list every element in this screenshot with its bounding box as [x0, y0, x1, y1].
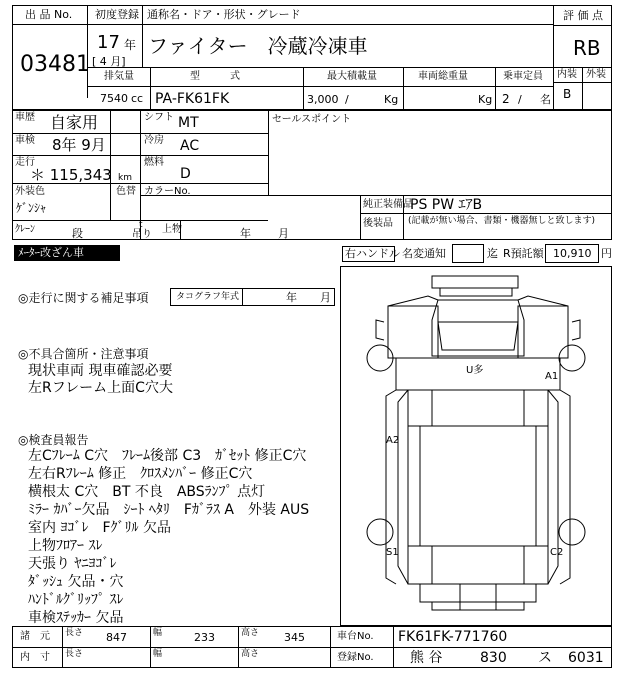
fuel-label: 燃料: [144, 157, 164, 168]
rating-label: 評 価 点: [563, 9, 603, 22]
max-load-value: 3,000: [307, 93, 339, 106]
mileage-value: ＊ 115,343: [30, 166, 112, 184]
driving-notes-title: ◎走行に関する補足事項: [18, 291, 149, 305]
upper-month: 月: [278, 227, 289, 240]
height-value: 345: [284, 631, 305, 644]
type-value: PA-FK61FK: [155, 91, 230, 107]
fuel-value: D: [180, 166, 191, 182]
displacement-unit: cc: [131, 92, 144, 105]
mileage-label: 走行: [15, 157, 35, 168]
upper-year: 年: [240, 227, 251, 240]
color-no-label: 色替: [116, 186, 136, 197]
mileage-unit: km: [118, 173, 132, 183]
length-value: 847: [106, 631, 127, 644]
inspector-line: 上物ﾌﾛｱｰ ｽﾚ: [28, 538, 103, 554]
steering-value: 右ハンドル: [345, 247, 400, 260]
reg-month: [ 4 月]: [92, 55, 126, 68]
color-code-label: カラーNo.: [144, 186, 191, 197]
name-change-box: [452, 244, 484, 263]
cooling-value: AC: [180, 138, 200, 154]
history-value: 自家用: [50, 113, 99, 132]
inspector-line: 左Cﾌﾚｰﾑ C穴 ﾌﾚｰﾑ後部 C3 ｶﾞｾｯﾄ 修正C穴: [28, 448, 307, 464]
tacho-label: タコグラフ年式: [176, 292, 240, 302]
displacement-label: 排気量: [104, 71, 134, 82]
defect-line: 左Rフレーム上面C穴大: [28, 380, 173, 396]
type-label: 型 式: [190, 71, 240, 82]
gross-weight-label: 車両総重量: [418, 71, 468, 82]
crane-stage: 段: [72, 227, 83, 240]
crane-hang: 吊り: [132, 229, 152, 240]
cooling-label: 冷房: [144, 135, 164, 146]
capacity-slash: /: [518, 93, 522, 106]
inspection-value: 8年 9月: [52, 136, 106, 154]
chassis-value: FK61FK-771760: [398, 629, 508, 645]
aftermarket-note: (記載が無い場合、書類・機器無しと致します): [408, 216, 596, 226]
inspector-line: ﾊﾝﾄﾞﾙｸﾞﾘｯﾌﾟ ｽﾚ: [28, 592, 124, 608]
defect-line: 現状車両 現車確認必要: [28, 363, 173, 379]
exterior-label: 外装: [586, 69, 606, 80]
model-name: ファイター 冷蔵冷凍車: [148, 34, 368, 58]
inspector-line: 室内 ﾖｺﾞﾚ Fｸﾞﾘﾙ 欠品: [28, 520, 171, 536]
inspector-line: 天張り ﾔﾆﾖｺﾞﾚ: [28, 556, 117, 572]
max-load-slash: /: [345, 93, 349, 106]
mark-c2: C2: [550, 547, 564, 558]
inspector-line: ﾐﾗｰ ｶﾊﾞｰ欠品 ｼｰﾄ ﾍﾀﾘ Fｶﾞﾗｽ A 外装 AUS: [28, 502, 310, 518]
equipment-label: 純正装備品: [363, 199, 413, 210]
lot-no: 03481: [20, 52, 90, 77]
reg-year-unit: 年: [124, 38, 137, 52]
width-label: 幅: [153, 628, 163, 638]
odometer-banner: ﾒｰﾀｰ改ざん車: [14, 245, 120, 261]
interior-dims-label: 内 寸: [20, 652, 50, 663]
shift-value: MT: [178, 115, 199, 131]
inspection-label: 車検: [15, 135, 35, 146]
capacity-label: 乗車定員: [503, 71, 543, 82]
sales-point-label: セールスポイント: [272, 114, 352, 125]
crane-label: ｸﾚｰﾝ: [15, 224, 35, 235]
yen-label: 円: [601, 247, 612, 260]
recycle-amount: 10,910: [553, 247, 592, 260]
mark-a1: A1: [545, 371, 559, 382]
equipment-value: PS PW ｴｱB: [410, 197, 483, 213]
ext-color-value: ｹﾞﾝｼｬ: [16, 201, 47, 215]
due-label: 迄: [487, 247, 498, 260]
interior-label: 内装: [557, 69, 577, 80]
recycle-label: R預託額: [503, 247, 544, 260]
max-load-label: 最大積載量: [327, 71, 377, 82]
reg-kana: ス: [538, 650, 552, 666]
height-label: 高さ: [241, 628, 260, 638]
inspector-line: 車検ｽﾃｯｶｰ 欠品: [28, 610, 124, 626]
in-height-label: 高さ: [241, 649, 260, 659]
inspector-line: 左右Rﾌﾚｰﾑ 修正 ｸﾛｽﾒﾝﾊﾞｰ 修正C穴: [28, 466, 253, 482]
tacho-year: 年: [286, 291, 297, 304]
dims-label: 諸 元: [20, 631, 50, 642]
length-label: 長さ: [65, 628, 84, 638]
mark-a2: A2: [386, 435, 400, 446]
aftermarket-label: 後装品: [363, 218, 393, 229]
truck-diagram: [340, 266, 612, 626]
first-reg-label: 初度登録: [95, 8, 139, 21]
interior-grade: B: [563, 87, 572, 101]
name-change-label: 名変通知: [402, 247, 446, 260]
lot-no-label: 出 品 No.: [25, 8, 73, 21]
shift-label: シフト: [144, 112, 174, 123]
mark-u: U多: [466, 365, 484, 376]
inspector-line: ﾀﾞｯｼｭ 欠品・穴: [28, 574, 124, 590]
ext-color-label: 外装色: [15, 186, 45, 197]
in-length-label: 長さ: [65, 649, 84, 659]
reg-class: 830: [480, 650, 507, 666]
gross-weight-unit: Kg: [478, 93, 493, 106]
model-label: 通称名・ドア・形状・グレード: [147, 8, 301, 21]
inspector-line: 横根太 C穴 BT 不良 ABSﾗﾝﾌﾟ 点灯: [28, 484, 266, 500]
in-width-label: 幅: [153, 649, 163, 659]
defects-title: ◎不具合箇所・注意事項: [18, 347, 149, 361]
reg-year: 17: [97, 32, 120, 53]
crane-ton: t: [139, 220, 143, 230]
inspector-title: ◎検査員報告: [18, 433, 89, 447]
reg-label: 登録No.: [337, 652, 374, 663]
chassis-label: 車台No.: [337, 631, 374, 642]
displacement-value: 7540: [100, 92, 128, 105]
width-value: 233: [194, 631, 215, 644]
mark-s1: S1: [386, 547, 399, 558]
tacho-month: 月: [320, 291, 331, 304]
reg-area: 熊 谷: [410, 650, 443, 666]
max-load-unit: Kg: [384, 93, 399, 106]
capacity-unit: 名: [540, 93, 551, 106]
history-label: 車歴: [15, 112, 35, 123]
reg-number: 6031: [568, 650, 604, 666]
upper-label: 上物: [162, 224, 182, 235]
capacity-value: 2: [502, 92, 510, 106]
rating-value: RB: [573, 36, 601, 60]
